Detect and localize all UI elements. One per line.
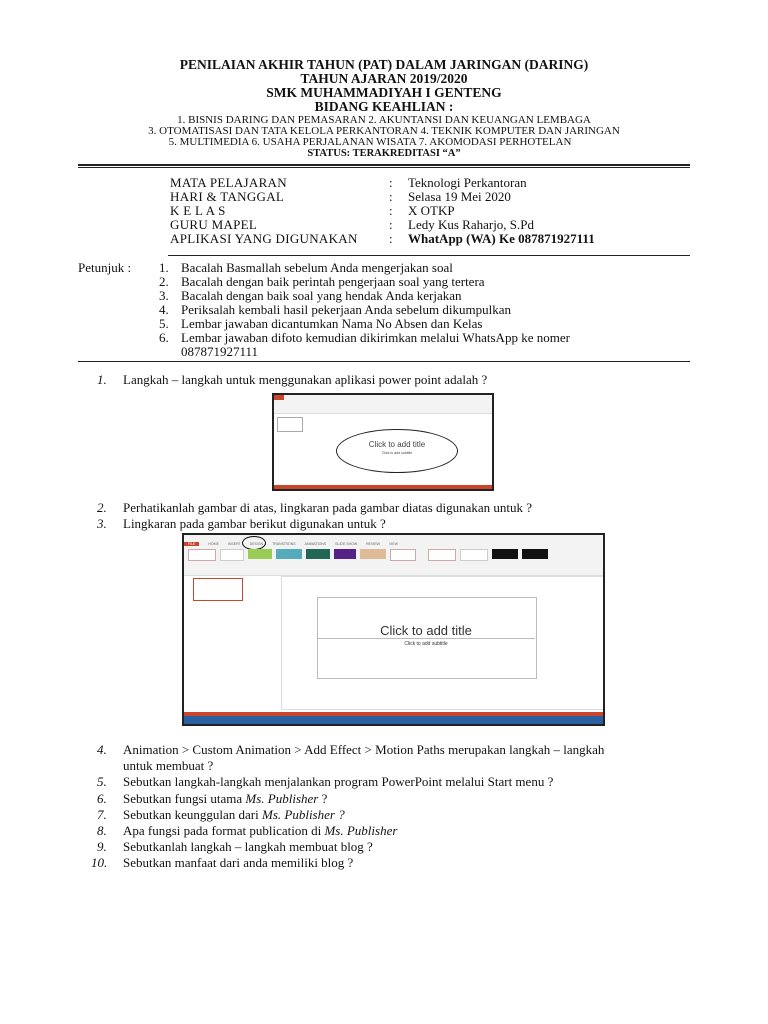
- question-number: 10.: [91, 855, 108, 870]
- field-heading: BIDANG KEAHLIAN :: [314, 99, 454, 114]
- question-text-part: Sebutkan fungsi utama: [123, 791, 246, 806]
- software-name: Ms. Publisher ?: [262, 807, 345, 822]
- info-colon: :: [389, 189, 393, 204]
- programs-line: 3. OTOMATISASI DAN TATA KELOLA PERKANTORAN 4. TEKNIK KOMPUTER DAN JARINGAN: [148, 125, 620, 137]
- question-text-continued: untuk membuat ?: [123, 758, 214, 773]
- info-label: APLIKASI YANG DIGUNAKAN: [170, 231, 358, 246]
- question-text-part: Apa fungsi pada format publication di: [123, 823, 325, 838]
- question-text-part: Animation > Custom Animation > Add Effect > Motion Paths merupakan langkah – langkah: [123, 742, 605, 757]
- instruction-text: Periksalah kembali hasil pekerjaan Anda sebelum dikumpulkan: [181, 302, 511, 317]
- info-colon: :: [389, 175, 393, 190]
- info-label: K E L A S: [170, 203, 226, 218]
- programs-line: 5. MULTIMEDIA 6. USAHA PERJALANAN WISATA 7. AKOMODASI PERHOTELAN: [168, 136, 572, 148]
- question-text: [123, 516, 386, 532]
- question-text: [123, 823, 397, 839]
- question-text-part: Sebutkan langkah-langkah menjalankan program PowerPoint melalui Start menu ?: [123, 774, 554, 789]
- software-name: Ms. Publisher: [324, 823, 398, 838]
- instruction-text: Bacalah dengan baik perintah pengerjaan soal yang tertera: [181, 274, 485, 289]
- ribbon-tab: SLIDE SHOW: [335, 541, 358, 546]
- ribbon-tab: TRANSITIONS: [272, 541, 296, 546]
- question-number: 6.: [97, 791, 107, 806]
- info-colon: :: [389, 203, 393, 218]
- question-text: [123, 791, 327, 807]
- slide-title-placeholder: Click to add title: [368, 440, 426, 449]
- ribbon-tab: REVIEW: [366, 541, 380, 546]
- question-text: [123, 839, 373, 855]
- question-text-part: ?: [318, 791, 328, 806]
- question-text-part: Lingkaran pada gambar berikut digunakan untuk ?: [123, 516, 386, 531]
- highlight-circle: [242, 536, 266, 550]
- question-text-part: Sebutkanlah langkah – langkah membuat blog ?: [123, 839, 373, 854]
- software-name: Ms. Publisher: [245, 791, 319, 806]
- instruction-number: 5.: [159, 316, 169, 331]
- taskbar: [184, 716, 603, 724]
- question-number: 1.: [97, 372, 107, 387]
- programs-line: 1. BISNIS DARING DAN PEMASARAN 2. AKUNTANSI DAN KEUANGAN LEMBAGA: [177, 114, 591, 126]
- accreditation-status: STATUS: TERAKREDITASI “A”: [307, 148, 461, 159]
- doc-title: PENILAIAN AKHIR TAHUN (PAT) DALAM JARINGAN (DARING): [179, 57, 589, 72]
- info-colon: :: [389, 231, 393, 246]
- school-year: TAHUN AJARAN 2019/2020: [300, 71, 468, 86]
- question-text-part: Langkah – langkah untuk menggunakan aplikasi power point adalah ?: [123, 372, 488, 387]
- question-number: 4.: [97, 742, 107, 757]
- divider: [78, 167, 690, 168]
- question-number: 3.: [97, 516, 107, 531]
- info-colon: :: [389, 217, 393, 232]
- slide-subtitle-placeholder: Click to add subtitle: [381, 451, 413, 455]
- question-text: [123, 807, 345, 823]
- ribbon-tab: HOME: [208, 541, 219, 546]
- instruction-number: 1.: [159, 260, 169, 275]
- question-number: 9.: [97, 839, 107, 854]
- question-text-part: Sebutkan manfaat dari anda memiliki blog ?: [123, 855, 354, 870]
- question-text: [123, 774, 553, 790]
- slide-subtitle-placeholder: Click to add subtitle: [404, 641, 448, 647]
- powerpoint-screenshot-2: [182, 533, 605, 726]
- info-value: X OTKP: [408, 203, 455, 218]
- question-text-part: Sebutkan keunggulan dari: [123, 807, 262, 822]
- info-label: HARI & TANGGAL: [170, 189, 285, 204]
- instruction-number: 2.: [159, 274, 169, 289]
- instruction-text: Lembar jawaban difoto kemudian dikirimkan melalui WhatsApp ke nomer: [181, 330, 570, 345]
- question-text: [123, 372, 487, 388]
- info-label: MATA PELAJARAN: [170, 175, 287, 190]
- ribbon-tab: ANIMATIONS: [304, 541, 327, 546]
- question-text: [123, 742, 604, 758]
- info-value: Selasa 19 Mei 2020: [408, 189, 511, 204]
- instruction-number: 4.: [159, 302, 169, 317]
- divider: [168, 255, 690, 256]
- instruction-number: 6.: [159, 330, 169, 345]
- instruction-text: Bacalah dengan baik soal yang hendak Anda kerjakan: [181, 288, 462, 303]
- info-label: GURU MAPEL: [170, 217, 258, 232]
- info-value: Teknologi Perkantoran: [408, 175, 527, 190]
- ribbon-tab: DESIGN: [249, 541, 264, 546]
- instruction-text: Lembar jawaban dicantumkan Nama No Absen dan Kelas: [181, 316, 483, 331]
- divider: [78, 164, 690, 166]
- question-text-part: Perhatikanlah gambar di atas, lingkaran pada gambar diatas digunakan untuk ?: [123, 500, 532, 515]
- instruction-continued: 087871927111: [181, 344, 259, 359]
- info-value: Ledy Kus Raharjo, S.Pd: [408, 217, 535, 232]
- ribbon-tab: FILE: [184, 542, 199, 546]
- divider: [78, 361, 690, 362]
- school-name: SMK MUHAMMADIYAH I GENTENG: [266, 85, 502, 100]
- question-number: 5.: [97, 774, 107, 789]
- question-text: [123, 500, 532, 516]
- instruction-number: 3.: [159, 288, 169, 303]
- ribbon-tab: INSERT: [227, 541, 241, 546]
- question-number: 2.: [97, 500, 107, 515]
- question-number: 8.: [97, 823, 107, 838]
- info-value: WhatApp (WA) Ke 087871927111: [408, 231, 595, 246]
- instruction-text: Bacalah Basmallah sebelum Anda mengerjakan soal: [181, 260, 453, 275]
- powerpoint-screenshot-1: [272, 393, 494, 491]
- question-text: [123, 855, 353, 871]
- slide-title-placeholder: Click to add title: [380, 623, 472, 638]
- ribbon-tab: VIEW: [388, 541, 398, 546]
- petunjuk-label: Petunjuk :: [78, 260, 132, 275]
- question-number: 7.: [97, 807, 107, 822]
